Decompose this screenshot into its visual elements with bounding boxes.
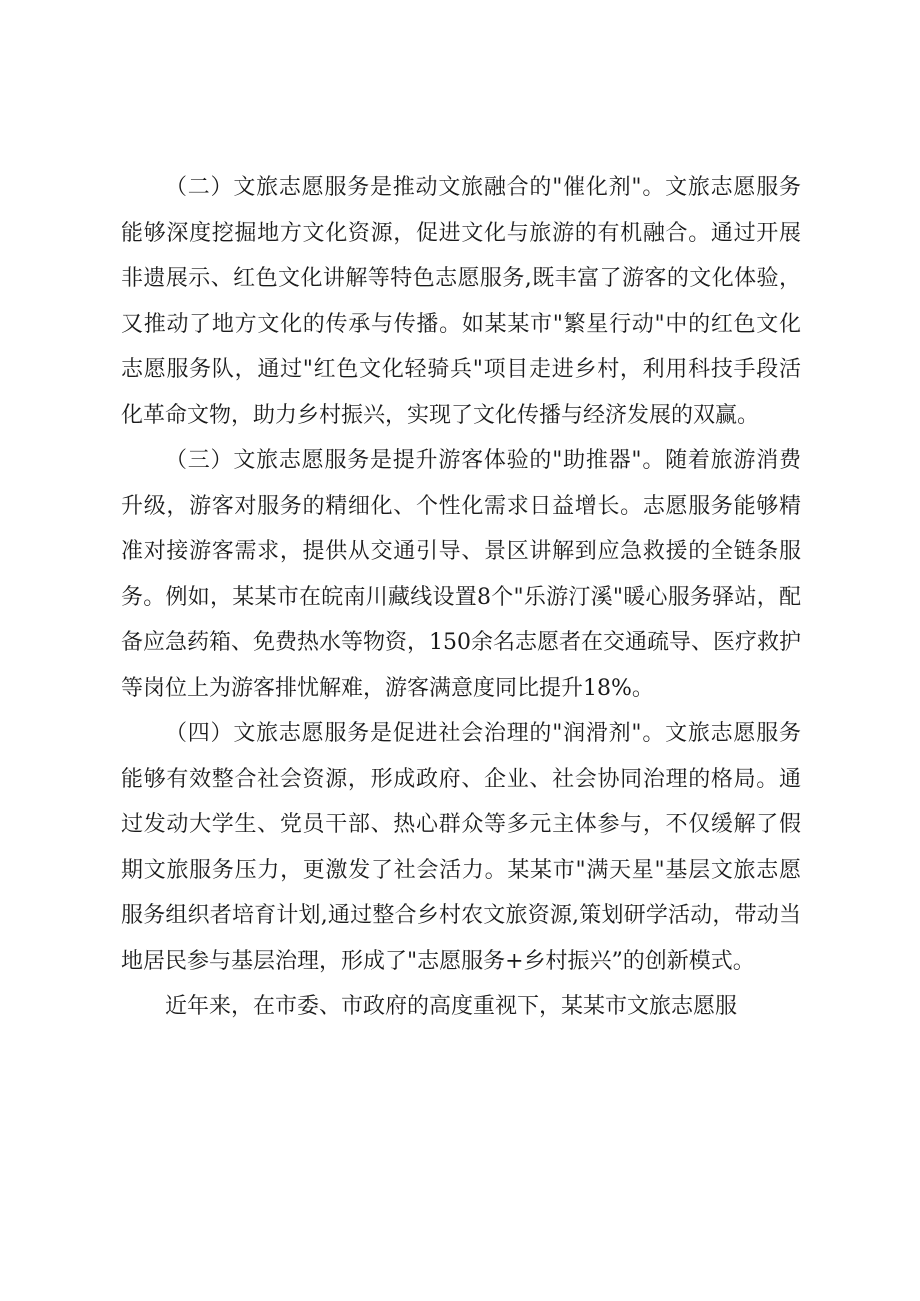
paragraph-culture-tourism-integration: （二）文旅志愿服务是推动文旅融合的"催化剂"。文旅志愿服务能够深度挖掘地方文化资源，促进文化与旅游的有机融合。通过开展非遗展示、红色文化讲解等特色志愿服务,既丰富了游客的文化体验，又推动了地方文化的传承与传播。如某某市"繁星行动"中的红色文化志愿服务队，通过"红色文化轻骑兵"项目走进乡村，利用科技手段活化革命文物，助力乡村振兴，实现了文化传播与经济发展的双赢。 <box>121 175 801 428</box>
document-body <box>121 165 801 1030</box>
paragraph-visitor-experience: （三）文旅志愿服务是提升游客体验的"助推器"。随着旅游消费升级，游客对服务的精细化、个性化需求日益增长。志愿服务能够精准对接游客需求，提供从交通引导、景区讲解到应急救援的全链条服务。例如，某某市在皖南川藏线设置8个"乐游汀溪"暖心服务驿站，配备应急药箱、免费热水等物资，150余名志愿者在交通疏导、医疗救护等岗位上为游客排忧解难，游客满意度同比提升18%。 <box>121 448 801 701</box>
paragraph-recent-years: 近年来，在市委、市政府的高度重视下，某某市文旅志愿服 <box>165 994 738 1019</box>
paragraph-social-governance: （四）文旅志愿服务是促进社会治理的"润滑剂"。文旅志愿服务能够有效整合社会资源，形成政府、企业、社会协同治理的格局。通过发动大学生、党员干部、热心群众等多元主体参与，不仅缓解了假期文旅服务压力，更激发了社会活力。某某市"满天星"基层文旅志愿服务组织者培育计划,通过整合乡村农文旅资源,策划研学活动，带动当地居民参与基层治理，形成了"志愿服务+乡村振兴”的创新模式。 <box>121 721 801 974</box>
